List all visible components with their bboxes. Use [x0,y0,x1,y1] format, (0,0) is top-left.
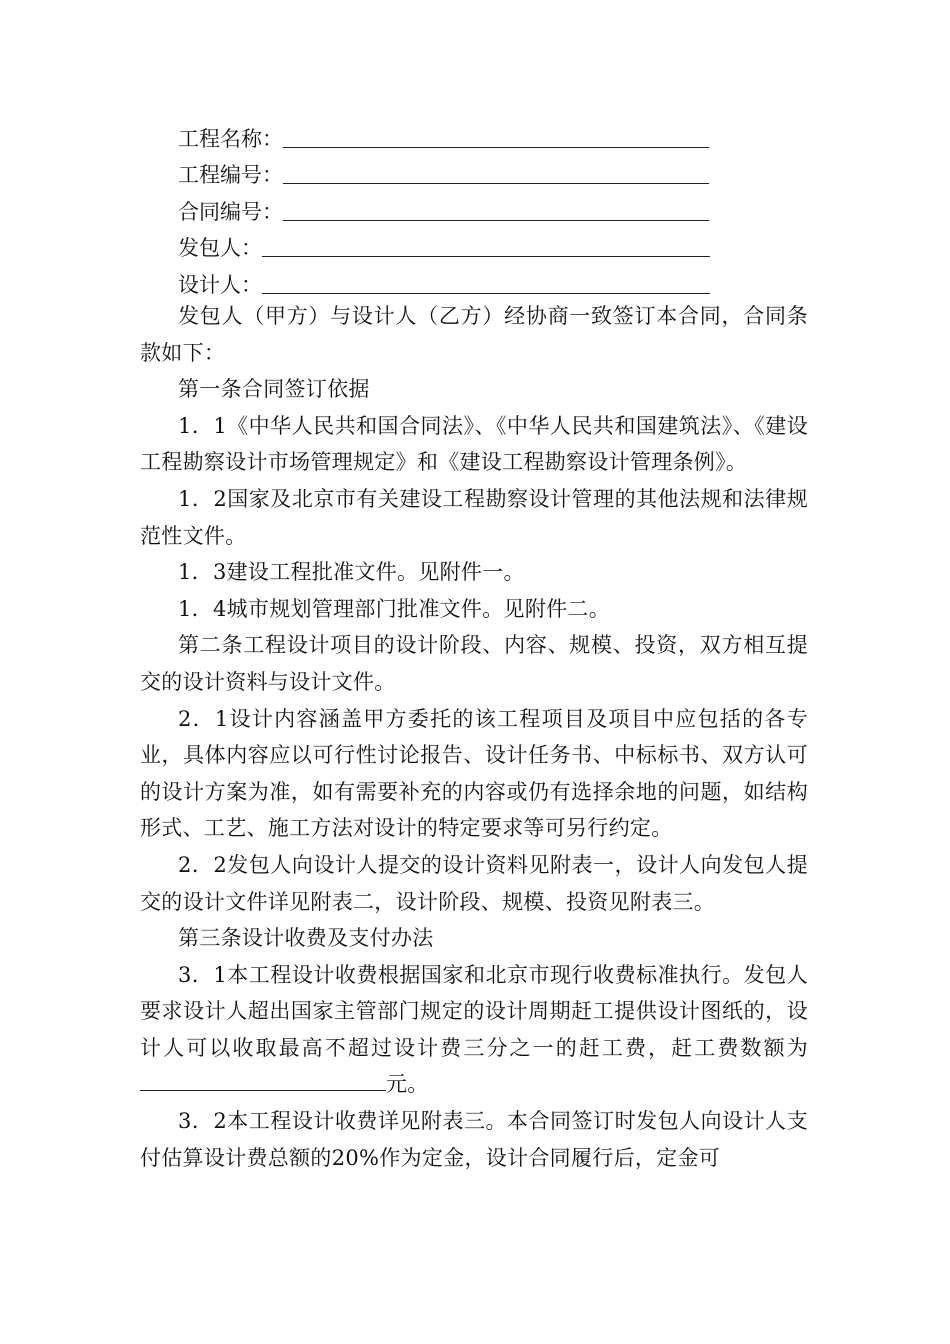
clause-3-2: 3．2本工程设计收费详见附表三。本合同签订时发包人向设计人支付估算设计费总额的20%作为定金，设计合同履行后，定金可 [140,1109,808,1170]
designer-label: 设计人： [178,272,262,297]
clause-1-2: 1．2国家及北京市有关建设工程勘察设计管理的其他法规和法律规范性文件。 [140,486,808,548]
contract-number-label: 合同编号： [178,199,283,224]
project-name-field [178,120,738,157]
clause-1-1: 1．1《中华人民共和国合同法》、《中华人民共和国建筑法》、《建设工程勘察设计市场管理规定》和《建设工程勘察设计管理条例》。 [140,413,808,475]
project-number-field [178,157,738,194]
clause-1-4: 1．4城市规划管理部门批准文件。见附件二。 [178,596,611,621]
client-field [178,230,738,267]
client-blank[interactable] [262,255,710,257]
project-number-blank[interactable] [283,182,709,184]
clause-3-1 [140,957,808,1103]
rush-fee-amount-blank[interactable] [140,1070,386,1091]
clause-3-1-text: 3．1本工程设计收费根据国家和北京市现行收费标准执行。发包人要求设计人超出国家主管部门规定的设计周期赶工提供设计图纸的，设计人可以收取最高不超过设计费三分之一的赶工费，赶工费数额为 [140,962,808,1060]
project-name-label: 工程名称： [178,126,283,151]
contract-header-fields [178,120,738,303]
project-name-blank[interactable] [283,146,709,148]
contract-number-field [178,193,738,230]
clause-3-1-unit: 元。 [386,1072,429,1097]
project-number-label: 工程编号： [178,163,283,187]
client-label: 发包人： [178,236,262,260]
contract-body [140,298,808,1176]
article-2-heading: 第二条工程设计项目的设计阶段、内容、规模、投资，双方相互提交的设计资料与设计文件。 [140,633,808,694]
intro-paragraph: 发包人（甲方）与设计人（乙方）经协商一致签订本合同，合同条款如下： [140,304,808,365]
contract-number-blank[interactable] [283,219,709,221]
clause-2-2: 2．2发包人向设计人提交的设计资料见附表一，设计人向发包人提交的设计文件详见附表二，设计阶段、规模、投资见附表三。 [140,852,808,914]
clause-2-1: 2．1设计内容涵盖甲方委托的该工程项目及项目中应包括的各专业，具体内容应以可行性讨论报告、设计任务书、中标标书、双方认可的设计方案为准，如有需要补充的内容或仍有选择余地的问题，如结构形式、工艺、施工方法对设计的特定要求等可另行约定。 [140,706,808,841]
article-3-heading: 第三条设计收费及支付办法 [178,926,434,951]
clause-1-3: 1．3建设工程批准文件。见附件一。 [178,560,525,585]
article-1-heading: 第一条合同签订依据 [178,377,370,402]
designer-blank[interactable] [262,292,710,294]
